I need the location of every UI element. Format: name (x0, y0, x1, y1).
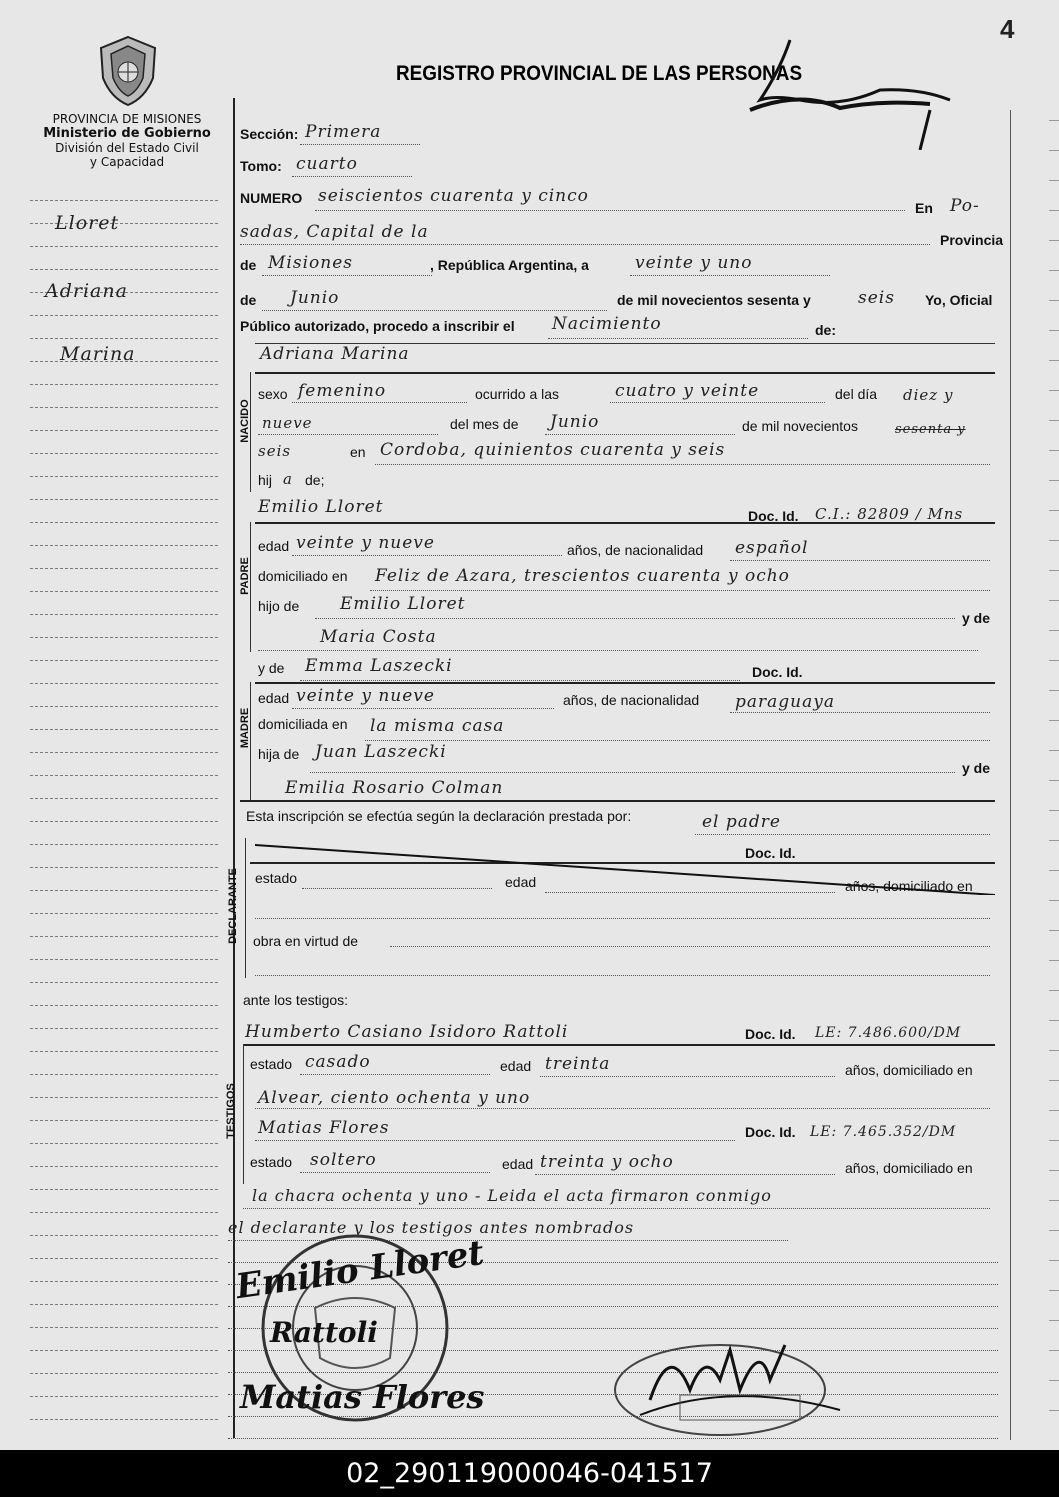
madre-edad: veinte y nueve (296, 686, 435, 706)
edge-tick-mark (1049, 900, 1059, 901)
declarante-edad-label: edad (505, 874, 537, 890)
margin-ruled-line (30, 798, 218, 799)
margin-ruled-line (30, 1258, 218, 1259)
edge-tick-mark (1049, 480, 1059, 481)
margin-ruled-line (30, 959, 218, 960)
margin-ruled-line (30, 913, 218, 914)
dia-b: nueve (262, 414, 313, 432)
margin-ruled-line (30, 660, 218, 661)
testigo1-doc-label: Doc. Id. (745, 1026, 796, 1042)
testigo1-nombre: Humberto Casiano Isidoro Rattoli (245, 1022, 569, 1042)
seccion-value: Primera (305, 122, 382, 142)
margin-name1: Adriana (45, 280, 128, 302)
edge-tick-mark (1049, 690, 1059, 691)
margin-ruled-line (30, 1396, 218, 1397)
margin-ruled-line (30, 338, 218, 339)
edge-tick-mark (1049, 1110, 1059, 1111)
madre-y-de: y de (962, 760, 991, 776)
month-value: Junio (290, 288, 340, 308)
edge-tick-mark (1049, 240, 1059, 241)
madre-y-de-label: y de (258, 660, 285, 676)
edge-tick-mark (1049, 360, 1059, 361)
margin-ruled-line (30, 1304, 218, 1305)
margin-ruled-line (30, 200, 218, 201)
edge-tick-mark (1049, 540, 1059, 541)
de-label: de (240, 257, 257, 273)
edge-tick-mark (1049, 1290, 1059, 1291)
madre-padre-de: Juan Laszecki (315, 742, 447, 762)
edge-tick-mark (1049, 120, 1059, 121)
image-caption: 02_290119000046-041517 (0, 1450, 1059, 1497)
testigo1-anios-label: años, domiciliado en (845, 1062, 973, 1078)
margin-ruled-line (30, 637, 218, 638)
nacido-label: NACIDO (239, 399, 251, 443)
margin-ruled-line (30, 315, 218, 316)
margin-ruled-line (30, 1074, 218, 1075)
tomo-label: Tomo: (240, 158, 282, 174)
madre-madre-de: Emilia Rosario Colman (285, 778, 504, 798)
declarante-doc-label: Doc. Id. (745, 845, 796, 861)
margin-ruled-line (30, 384, 218, 385)
division-name: División del Estado Civil (55, 141, 199, 155)
margin-ruled-line (30, 821, 218, 822)
oficial-label: Yo, Oficial (925, 292, 993, 308)
edge-tick-mark (1049, 960, 1059, 961)
province-name: PROVINCIA DE MISIONES (52, 112, 202, 126)
edge-tick-mark (1049, 1080, 1059, 1081)
margin-ruled-line (30, 476, 218, 477)
official-signature-icon (610, 1320, 910, 1440)
edge-tick-mark (1049, 930, 1059, 931)
sexo-value: femenino (298, 381, 387, 401)
form-left-border (233, 98, 235, 1438)
margin-ruled-line (30, 706, 218, 707)
edge-tick-mark (1049, 1140, 1059, 1141)
ocurrido-label: ocurrido a las (475, 386, 560, 402)
declarante-intro: Esta inscripción se efectúa según la declaración prestada por: (246, 808, 632, 824)
margin-ruled-line (30, 430, 218, 431)
testigo1-edad-label: edad (500, 1058, 532, 1074)
closing-text: el declarante y los testigos antes nombrados (228, 1218, 635, 1237)
madre-hija-de-label: hija de (258, 746, 300, 762)
margin-ruled-line (30, 775, 218, 776)
margin-ruled-line (30, 1005, 218, 1006)
edge-tick-mark (1049, 600, 1059, 601)
mes-value: Junio (550, 412, 600, 432)
edge-tick-mark (1049, 570, 1059, 571)
testigo2-nombre: Matias Flores (258, 1118, 390, 1138)
padre-madre-de: Maria Costa (320, 627, 437, 647)
margin-ruled-line (30, 1327, 218, 1328)
edge-tick-mark (1049, 780, 1059, 781)
madre-label: MADRE (239, 707, 251, 749)
edge-tick-mark (1049, 990, 1059, 991)
hora-value: cuatro y veinte (615, 381, 760, 401)
edge-tick-mark (1049, 720, 1059, 721)
margin-ruled-line (30, 1350, 218, 1351)
testigo2-doc-label: Doc. Id. (745, 1124, 796, 1140)
padre-dom-label: domiciliado en (258, 568, 348, 584)
edge-tick-mark (1049, 1350, 1059, 1351)
margin-ruled-line (30, 545, 218, 546)
margin-ruled-line (30, 1281, 218, 1282)
margin-surname: Lloret (55, 212, 120, 234)
page-number: 4 (1000, 14, 1015, 44)
anio-label: de mil novecientos (742, 418, 858, 434)
edge-tick-mark (1049, 450, 1059, 451)
margin-ruled-line (30, 752, 218, 753)
madre-nacionalidad: paraguaya (735, 692, 835, 712)
margin-ruled-line (30, 246, 218, 247)
edge-tick-mark (1049, 1260, 1059, 1261)
padre-y-de: y de (962, 610, 991, 626)
declarante-label: DECLARANTE (227, 868, 239, 944)
margin-ruled-line (30, 1373, 218, 1374)
padre-doc: C.I.: 82809 / Mns (815, 505, 964, 523)
provincia-value: Misiones (268, 253, 353, 273)
padre-hijo-de-label: hijo de (258, 598, 300, 614)
edge-tick-mark (1049, 810, 1059, 811)
edge-tick-mark (1049, 630, 1059, 631)
margin-ruled-line (30, 982, 218, 983)
de-label2: de (240, 292, 257, 308)
mes-label: del mes de (450, 416, 519, 432)
margin-ruled-line (30, 522, 218, 523)
lugar-value: Cordoba, quinientos cuarenta y seis (380, 440, 726, 460)
provincia-label: Provincia (940, 232, 1004, 248)
edge-tick-mark (1049, 750, 1059, 751)
declarante-anios-label: años, domiciliado en (845, 878, 973, 894)
hijo-de-label: de; (305, 472, 325, 488)
form-right-border (1010, 110, 1011, 1440)
city-b: sadas, Capital de la (240, 222, 429, 242)
edge-tick-mark (1049, 180, 1059, 181)
testigo2-doc: LE: 7.465.352/DM (810, 1124, 957, 1140)
testigo1-estado: casado (305, 1052, 371, 1072)
year-label: de mil novecientos sesenta y (617, 292, 811, 308)
margin-ruled-line (30, 1212, 218, 1213)
margin-ruled-line (30, 614, 218, 615)
testigo1-estado-label: estado (250, 1056, 293, 1072)
ministry-name: Ministerio de Gobierno (43, 126, 211, 141)
declarante-estado-label: estado (255, 870, 298, 886)
anio-b: seis (258, 442, 292, 460)
anio-a: sesenta y (895, 422, 966, 437)
testigo2-edad: treinta y ocho (540, 1152, 674, 1172)
seccion-label: Sección: (240, 126, 299, 142)
madre-doc-label: Doc. Id. (752, 664, 803, 680)
city-a: Po- (950, 196, 980, 216)
edge-tick-mark (1049, 870, 1059, 871)
acto-value: Nacimiento (552, 314, 662, 334)
madre-nac-label: años, de nacionalidad (563, 692, 700, 708)
declarante-por: el padre (702, 812, 781, 832)
margin-ruled-line (30, 453, 218, 454)
padre-label: PADRE (239, 557, 251, 595)
madre-nombre: Emma Laszecki (305, 656, 453, 676)
coat-of-arms-icon (95, 34, 161, 108)
margin-ruled-line (30, 269, 218, 270)
madre-domicilio: la misma casa (370, 716, 505, 736)
testigo2-estado: soltero (310, 1150, 377, 1170)
padre-edad-label: edad (258, 538, 290, 554)
padre-nombre: Emilio Lloret (258, 497, 384, 517)
edge-tick-mark (1049, 1380, 1059, 1381)
margin-ruled-line (30, 1120, 218, 1121)
margin-ruled-line (30, 591, 218, 592)
padre-nac-label: años, de nacionalidad (567, 542, 704, 558)
margin-ruled-line (30, 729, 218, 730)
tomo-value: cuarto (296, 154, 358, 174)
edge-tick-mark (1049, 150, 1059, 151)
margin-ruled-line (30, 844, 218, 845)
testigos-ante-label: ante los testigos: (243, 992, 349, 1008)
province-header (32, 112, 222, 169)
hijo-label: hij (258, 472, 273, 488)
edge-tick-mark (1049, 510, 1059, 511)
numero-value: seiscientos cuarenta y cinco (318, 186, 589, 206)
dia-label: del día (835, 386, 878, 402)
margin-ruled-line (30, 1235, 218, 1236)
edge-tick-mark (1049, 1200, 1059, 1201)
edge-tick-mark (1049, 270, 1059, 271)
testigos-label: TESTIGOS (225, 1083, 237, 1139)
en-label: En (915, 200, 933, 216)
signature-3: Matias Flores (240, 1378, 485, 1416)
republica-label: , República Argentina, a (430, 257, 589, 273)
edge-tick-mark (1049, 1050, 1059, 1051)
edge-tick-mark (1049, 210, 1059, 211)
hijo-suffix: a (283, 470, 293, 488)
edge-tick-mark (1049, 840, 1059, 841)
margin-ruled-line (30, 499, 218, 500)
edge-tick-mark (1049, 390, 1059, 391)
margin-ruled-line (30, 683, 218, 684)
margin-ruled-line (30, 1189, 218, 1190)
padre-nacionalidad: español (735, 538, 809, 558)
padre-domicilio: Feliz de Azara, trescientos cuarenta y ocho (375, 566, 790, 586)
edge-tick-mark (1049, 1230, 1059, 1231)
padre-padre-de: Emilio Lloret (340, 594, 466, 614)
testigo2-anios-label: años, domiciliado en (845, 1160, 973, 1176)
de-colon: de: (815, 322, 836, 338)
en-nacido-label: en (350, 444, 366, 460)
edge-tick-mark (1049, 1020, 1059, 1021)
official-stamp-icon (720, 30, 960, 150)
testigo2-domicilio: la chacra ochenta y uno - Leida el acta firmaron conmigo (252, 1186, 772, 1205)
edge-tick-mark (1049, 1170, 1059, 1171)
edge-tick-mark (1049, 420, 1059, 421)
madre-dom-label: domiciliada en (258, 716, 348, 732)
year-value: seis (858, 288, 895, 308)
nacido-nombre: Adriana Marina (260, 344, 410, 364)
signature-2: Rattoli (270, 1316, 378, 1349)
madre-edad-label: edad (258, 690, 290, 706)
margin-ruled-line (30, 407, 218, 408)
margin-ruled-line (30, 1028, 218, 1029)
publico-label: Público autorizado, procedo a inscribir el (240, 318, 515, 334)
margin-ruled-line (30, 867, 218, 868)
padre-doc-label: Doc. Id. (748, 508, 799, 524)
dia-a: diez y (903, 386, 954, 404)
day-value: veinte y uno (635, 253, 753, 273)
margin-ruled-line (30, 890, 218, 891)
declarante-obra-label: obra en virtud de (253, 933, 359, 949)
testigo1-domicilio: Alvear, ciento ochenta y uno (258, 1088, 531, 1108)
sexo-label: sexo (258, 386, 288, 402)
testigo2-estado-label: estado (250, 1154, 293, 1170)
margin-ruled-line (30, 568, 218, 569)
padre-edad: veinte y nueve (296, 533, 435, 553)
numero-label: NUMERO (240, 190, 303, 206)
edge-tick-mark (1049, 1320, 1059, 1321)
edge-tick-mark (1049, 330, 1059, 331)
margin-name2: Marina (60, 343, 136, 365)
signature-1: Emilio Lloret (233, 1232, 487, 1308)
margin-ruled-line (30, 1143, 218, 1144)
capacity-name: y Capacidad (89, 155, 165, 169)
testigo1-doc: LE: 7.486.600/DM (815, 1025, 962, 1041)
edge-tick-mark (1049, 660, 1059, 661)
testigo1-edad: treinta (545, 1054, 611, 1074)
testigo2-edad-label: edad (502, 1156, 534, 1172)
margin-ruled-line (30, 1166, 218, 1167)
margin-ruled-line (30, 1097, 218, 1098)
margin-ruled-line (30, 936, 218, 937)
document-title: REGISTRO PROVINCIAL DE LAS PERSONAS (396, 62, 803, 85)
edge-tick-mark (1049, 300, 1059, 301)
margin-ruled-line (30, 1051, 218, 1052)
margin-ruled-line (30, 1419, 218, 1420)
edge-tick-mark (1049, 1410, 1059, 1411)
